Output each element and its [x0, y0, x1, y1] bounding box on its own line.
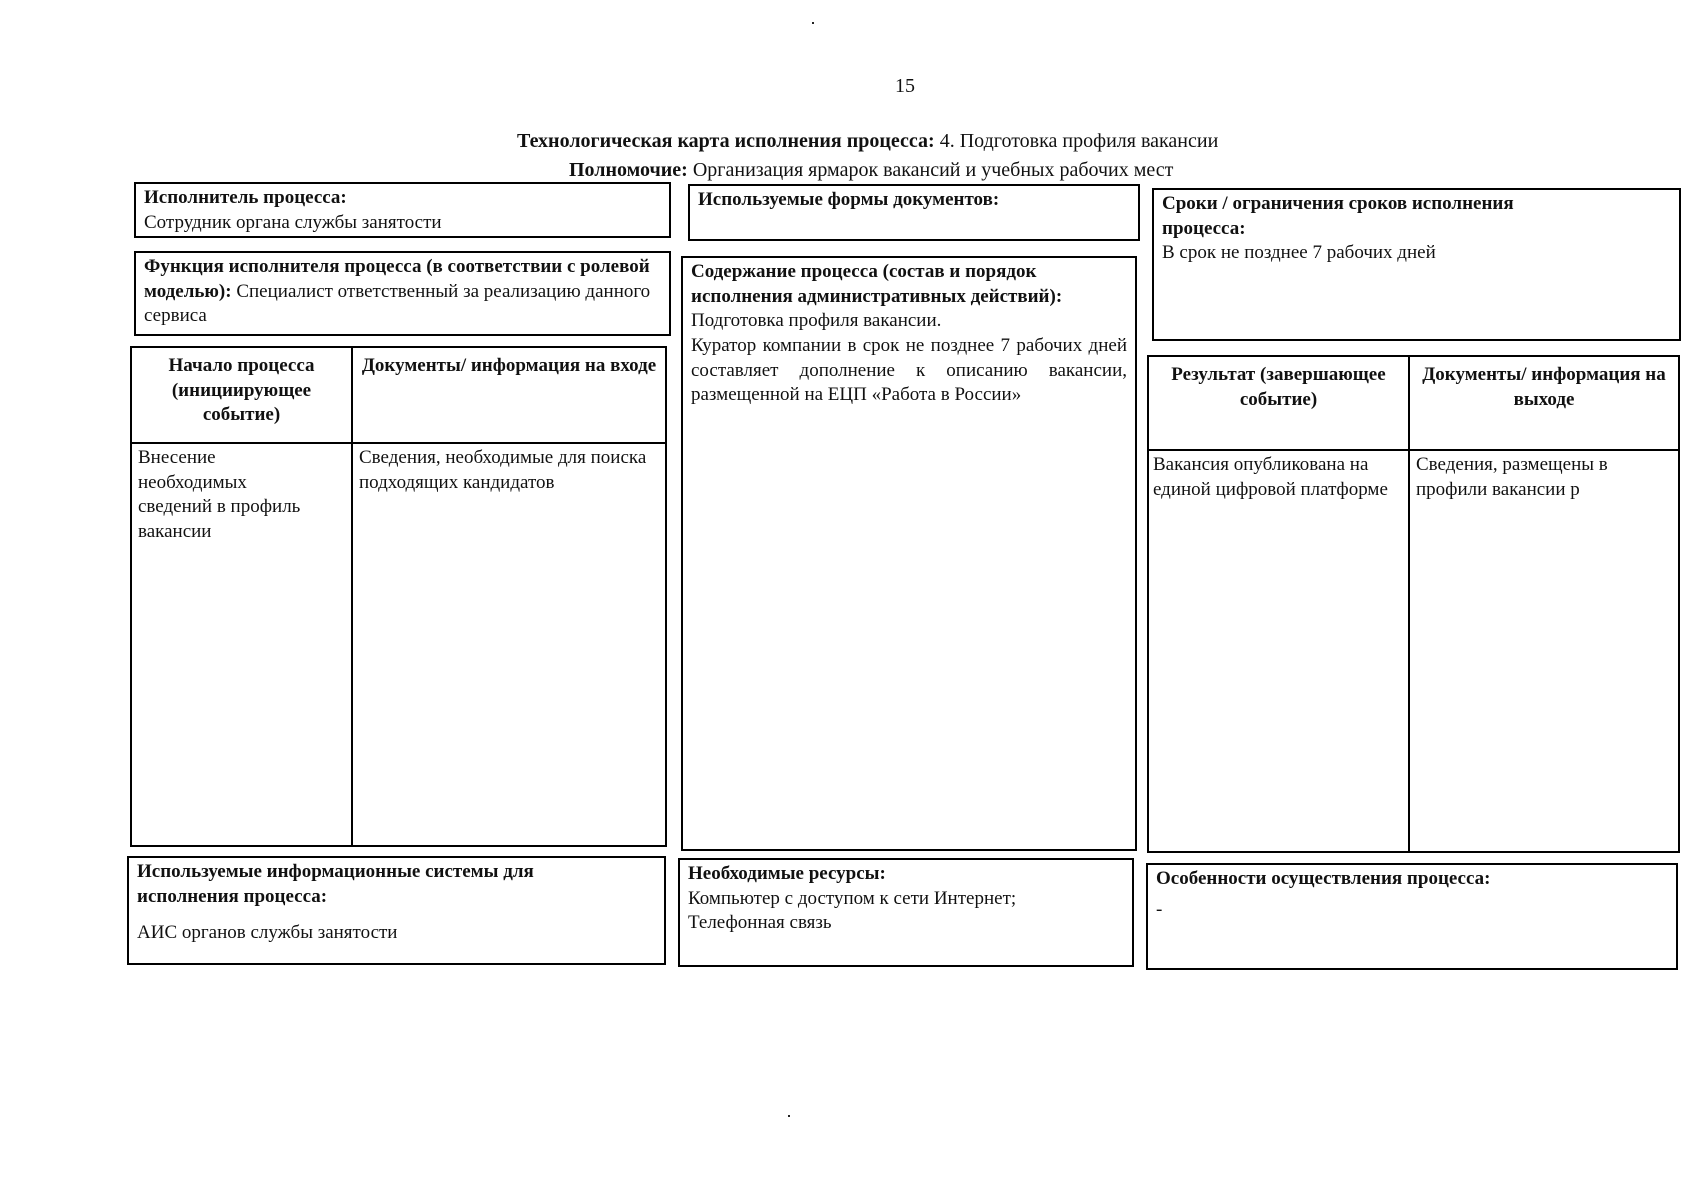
input-col1-value: Внесение необходимых сведений в профиль вакансии — [138, 447, 301, 543]
output-col1-header: Результат (завершающее событие) — [1171, 364, 1386, 410]
resources-line2: Телефонная связь — [688, 912, 832, 934]
resources-line1: Компьютер с доступом к сети Интернет; — [688, 887, 1017, 909]
content-box — [681, 256, 1137, 851]
deadlines-value: В срок не позднее 7 рабочих дней — [1162, 242, 1436, 264]
deadlines-box — [1152, 188, 1681, 341]
executor-box — [134, 182, 671, 238]
input-col2-value: Сведения, необходимые для поиска подходящих кандидатов — [359, 447, 647, 493]
content-label: Содержание процесса (состав и порядок исполнения административных действий): — [691, 261, 1063, 307]
title-value: 4. Подготовка профиля вакансии — [939, 130, 1219, 152]
input-table — [130, 346, 667, 847]
input-col2-header: Документы/ информация на входе — [361, 355, 657, 376]
output-col2-header: Документы/ информация на выходе — [1422, 364, 1666, 410]
input-col-divider — [351, 348, 353, 845]
content-line2: Куратор компании в срок не позднее 7 рабочих дней составляет дополнение к описанию вакансии, размещенной на ЕЦП «Работа в России» — [691, 335, 1127, 406]
systems-value: АИС органов службы занятости — [137, 922, 398, 944]
function-value: Специалист ответственный за реализацию данного сервиса — [144, 280, 651, 327]
function-label: Функция исполнителя процесса (в соответствии с ролевой моделью): — [144, 256, 650, 302]
content-line1: Подготовка профиля вакансии. — [691, 310, 942, 332]
forms-box — [688, 184, 1140, 241]
authority-value: Организация ярмарок вакансий и учебных рабочих мест — [692, 159, 1174, 181]
scan-mark-bottom — [788, 1115, 790, 1117]
systems-label: Используемые информационные системы для исполнения процесса: — [137, 861, 534, 907]
authority-label: Полномочие: — [569, 159, 688, 181]
output-col1-value: Вакансия опубликована на единой цифровой платформе — [1153, 454, 1388, 500]
forms-label: Используемые формы документов: — [698, 189, 1000, 210]
output-col2-value: Сведения, размещены в профили вакансии р — [1416, 454, 1608, 500]
features-box — [1146, 863, 1678, 970]
systems-box — [127, 856, 666, 965]
title-label: Технологическая карта исполнения процесса: — [517, 130, 935, 152]
executor-value: Сотрудник органа службы занятости — [144, 211, 442, 233]
resources-box — [678, 858, 1134, 967]
input-col1-header: Начало процесса (инициирующее событие) — [168, 355, 315, 426]
resources-label: Необходимые ресурсы: — [688, 863, 886, 884]
deadlines-label: Сроки / ограничения сроков исполнения процесса: — [1162, 193, 1514, 239]
output-table — [1147, 355, 1680, 853]
function-box — [134, 251, 671, 336]
executor-label: Исполнитель процесса: — [144, 187, 347, 208]
output-col-divider — [1408, 357, 1410, 851]
features-value: - — [1156, 898, 1163, 920]
scan-mark-top — [812, 22, 814, 24]
authority-line — [569, 157, 1173, 183]
page-number: 15 — [895, 75, 915, 97]
features-label: Особенности осуществления процесса: — [1156, 868, 1491, 889]
document-title — [517, 128, 1218, 154]
